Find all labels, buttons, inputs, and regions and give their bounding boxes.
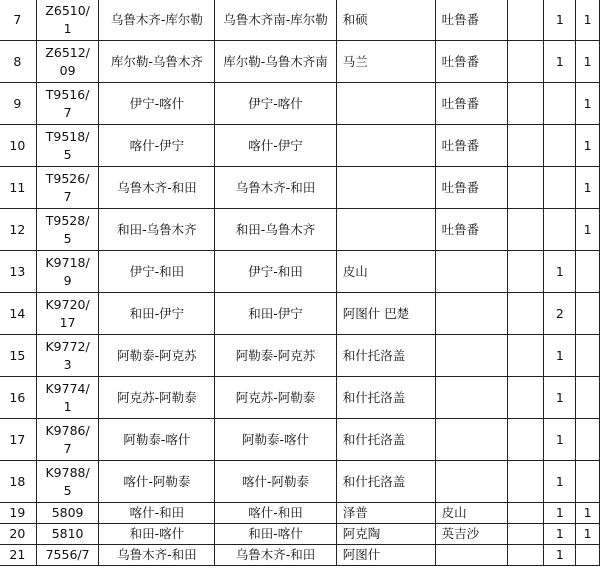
row-number-cell: 14 [0,293,36,335]
train-number-line: T9526/ [45,170,90,186]
train-number-line: 7 [63,440,72,456]
train-number-cell [36,335,99,377]
count-cell-3: 1 [576,83,600,125]
count-cell-1 [507,335,544,377]
count-cell-2: 1 [544,335,576,377]
row-number-cell: 11 [0,167,36,209]
route-cell: 阿克苏-阿勒泰 [99,377,215,419]
row-number-cell: 20 [0,524,36,545]
stop-cell [336,167,435,209]
section-cell: 阿勒泰-阿克苏 [215,335,337,377]
train-number-line: 7 [63,104,72,120]
table-row [0,335,600,377]
count-cell-2: 2 [544,293,576,335]
stop-cell-2 [435,335,507,377]
stop-cell-2 [435,251,507,293]
section-cell: 乌鲁木齐-和田 [215,545,337,566]
count-cell-3 [576,461,600,503]
table-row [0,503,600,524]
section-cell: 阿克苏-阿勒泰 [215,377,337,419]
stop-cell [336,125,435,167]
stop-cell: 皮山 [336,251,435,293]
route-cell: 喀什-阿勒泰 [99,461,215,503]
table-row [0,377,600,419]
count-cell-1 [507,83,544,125]
count-cell-2 [544,209,576,251]
train-number-cell [36,83,99,125]
stop-cell-2 [435,377,507,419]
route-cell: 乌鲁木齐-和田 [99,167,215,209]
table-row [0,209,600,251]
train-number-line: Z6510/ [45,2,90,18]
train-number-line: Z6512/ [45,44,90,60]
count-cell-2: 1 [544,377,576,419]
train-number-cell [36,503,99,524]
table-row [0,524,600,545]
train-number-cell [36,251,99,293]
row-number-cell: 15 [0,335,36,377]
count-cell-3 [576,377,600,419]
table-row [0,461,600,503]
train-number-cell [36,461,99,503]
train-number-line: K9788/ [45,464,90,480]
row-number-cell: 17 [0,419,36,461]
train-number-line: K9720/ [45,296,90,312]
table-row [0,293,600,335]
count-cell-3: 1 [576,41,600,83]
count-cell-2 [544,125,576,167]
row-number-cell: 19 [0,503,36,524]
count-cell-2: 1 [544,0,576,41]
count-cell-1 [507,125,544,167]
train-number-line: 1 [63,20,72,36]
table-row [0,545,600,566]
section-cell: 阿勒泰-喀什 [215,419,337,461]
count-cell-3: 1 [576,125,600,167]
row-number-cell: 9 [0,83,36,125]
count-cell-1 [507,167,544,209]
train-number-line: 3 [63,356,72,372]
section-cell: 和田-伊宁 [215,293,337,335]
count-cell-2: 1 [544,545,576,566]
table-row [0,41,600,83]
stop-cell-2: 吐鲁番 [435,167,507,209]
stop-cell-2: 吐鲁番 [435,125,507,167]
count-cell-1 [507,0,544,41]
section-cell: 和田-喀什 [215,524,337,545]
count-cell-1 [507,41,544,83]
count-cell-3 [576,419,600,461]
train-number-line: 1 [63,398,72,414]
count-cell-2: 1 [544,461,576,503]
count-cell-2: 1 [544,419,576,461]
train-number-cell [36,524,99,545]
stop-cell [336,83,435,125]
train-number-line: T9528/ [45,212,90,228]
stop-cell: 阿图什 [336,545,435,566]
row-number-cell: 16 [0,377,36,419]
table-row [0,125,600,167]
section-cell: 和田-乌鲁木齐 [215,209,337,251]
train-number-line: 17 [59,314,76,330]
stop-cell: 和什托洛盖 [336,419,435,461]
section-cell: 喀什-伊宁 [215,125,337,167]
route-cell: 和田-乌鲁木齐 [99,209,215,251]
section-cell: 乌鲁木齐-和田 [215,167,337,209]
count-cell-1 [507,293,544,335]
stop-cell-2: 吐鲁番 [435,209,507,251]
train-number-cell [36,209,99,251]
section-cell: 乌鲁木齐南-库尔勒 [215,0,337,41]
section-cell: 喀什-阿勒泰 [215,461,337,503]
count-cell-3 [576,293,600,335]
train-number-line: K9774/ [45,380,90,396]
table-row [0,83,600,125]
count-cell-1 [507,209,544,251]
section-cell: 库尔勒-乌鲁木齐南 [215,41,337,83]
section-cell: 伊宁-喀什 [215,83,337,125]
stop-cell-2 [435,419,507,461]
train-number-line: 7556/7 [45,547,90,562]
route-cell: 阿勒泰-阿克苏 [99,335,215,377]
table-row [0,419,600,461]
section-cell: 喀什-和田 [215,503,337,524]
stop-cell: 和什托洛盖 [336,377,435,419]
train-number-line: T9518/ [45,128,90,144]
count-cell-1 [507,545,544,566]
train-number-line: 5809 [51,505,84,520]
count-cell-3: 1 [576,524,600,545]
row-number-cell: 21 [0,545,36,566]
count-cell-3 [576,545,600,566]
count-cell-2 [544,167,576,209]
stop-cell-2: 吐鲁番 [435,83,507,125]
train-number-line: K9786/ [45,422,90,438]
train-number-line: 09 [59,62,76,78]
row-number-cell: 13 [0,251,36,293]
count-cell-1 [507,461,544,503]
count-cell-1 [507,419,544,461]
stop-cell: 阿图什 巴楚 [336,293,435,335]
route-cell: 和田-喀什 [99,524,215,545]
count-cell-2: 1 [544,251,576,293]
stop-cell: 和什托洛盖 [336,335,435,377]
train-number-cell [36,167,99,209]
train-number-line: 5810 [51,526,84,541]
train-number-cell [36,41,99,83]
count-cell-3: 1 [576,209,600,251]
stop-cell: 和硕 [336,0,435,41]
route-cell: 伊宁-和田 [99,251,215,293]
train-number-cell [36,125,99,167]
train-number-cell [36,545,99,566]
row-number-cell: 7 [0,0,36,41]
stop-cell-2: 皮山 [435,503,507,524]
route-cell: 乌鲁木齐-库尔勒 [99,0,215,41]
route-cell: 阿勒泰-喀什 [99,419,215,461]
count-cell-2: 1 [544,41,576,83]
train-number-cell [36,419,99,461]
count-cell-1 [507,377,544,419]
count-cell-2: 1 [544,524,576,545]
table-row [0,0,600,41]
stop-cell: 马兰 [336,41,435,83]
stop-cell: 阿克陶 [336,524,435,545]
count-cell-3 [576,251,600,293]
count-cell-1 [507,503,544,524]
route-cell: 和田-伊宁 [99,293,215,335]
train-number-line: 5 [63,146,72,162]
stop-cell-2 [435,461,507,503]
route-cell: 喀什-伊宁 [99,125,215,167]
train-number-cell [36,293,99,335]
train-number-line: T9516/ [45,86,90,102]
row-number-cell: 8 [0,41,36,83]
stop-cell: 和什托洛盖 [336,461,435,503]
stop-cell-2 [435,545,507,566]
count-cell-3: 1 [576,0,600,41]
stop-cell [336,209,435,251]
route-cell: 乌鲁木齐-和田 [99,545,215,566]
row-number-cell: 12 [0,209,36,251]
stop-cell-2: 吐鲁番 [435,0,507,41]
row-number-cell: 18 [0,461,36,503]
count-cell-1 [507,524,544,545]
count-cell-3: 1 [576,167,600,209]
count-cell-1 [507,251,544,293]
route-cell: 伊宁-喀什 [99,83,215,125]
stop-cell-2: 吐鲁番 [435,41,507,83]
train-number-cell [36,0,99,41]
route-cell: 库尔勒-乌鲁木齐 [99,41,215,83]
count-cell-3: 1 [576,503,600,524]
count-cell-2: 1 [544,503,576,524]
train-number-cell [36,377,99,419]
count-cell-3 [576,335,600,377]
train-number-line: 7 [63,188,72,204]
count-cell-2 [544,83,576,125]
stop-cell: 泽普 [336,503,435,524]
table-row [0,167,600,209]
route-cell: 喀什-和田 [99,503,215,524]
train-number-line: 5 [63,230,72,246]
stop-cell-2 [435,293,507,335]
row-number-cell: 10 [0,125,36,167]
train-number-line: K9718/ [45,254,90,270]
train-number-line: 9 [63,272,72,288]
stop-cell-2: 英吉沙 [435,524,507,545]
section-cell: 伊宁-和田 [215,251,337,293]
table-row [0,251,600,293]
train-number-line: K9772/ [45,338,90,354]
train-number-line: 5 [63,482,72,498]
